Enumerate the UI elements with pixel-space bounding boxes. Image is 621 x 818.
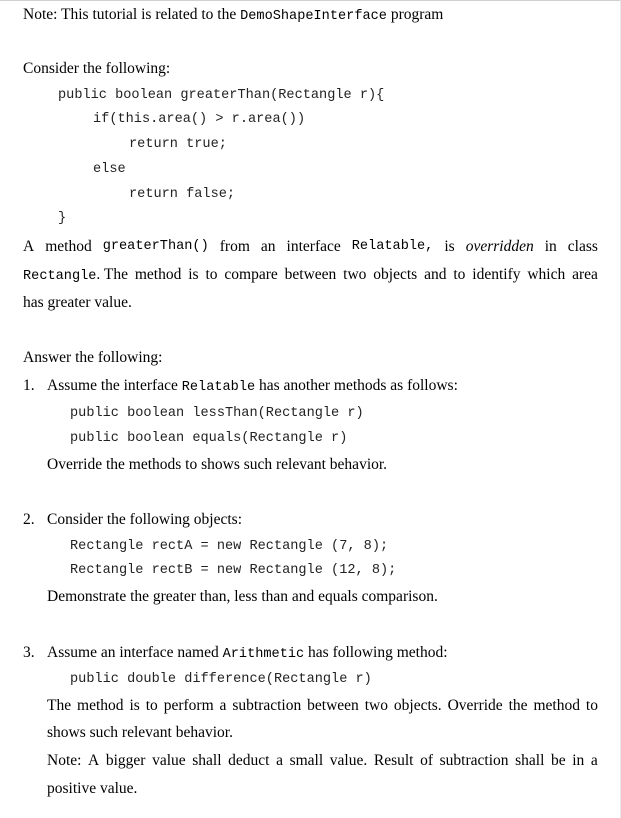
word: bigger: [105, 752, 146, 769]
word: Note:: [47, 752, 82, 769]
q2-number: 2.: [23, 511, 35, 528]
emphasis-word: overridden: [465, 238, 534, 255]
word: two: [343, 266, 367, 283]
word: method: [533, 697, 580, 714]
word: is: [444, 238, 455, 255]
q3-text: Assume an interface named Arithmetic has following method:: [47, 644, 448, 662]
q2-text: Consider the following objects:: [47, 511, 243, 528]
note-prefix: Note: This tutorial is related to the: [23, 6, 241, 23]
word: a: [276, 752, 283, 769]
word: and: [424, 266, 447, 283]
word: is: [129, 697, 140, 714]
word: to: [453, 266, 466, 283]
word: a: [590, 752, 598, 769]
word: value.: [329, 752, 368, 769]
code-line-5: return false;: [129, 187, 236, 202]
word: Override: [447, 697, 503, 714]
q1-number: 1.: [23, 377, 35, 394]
word: to: [585, 697, 598, 714]
word: identify: [472, 266, 521, 283]
q3-description-line-2: shows such relevant behavior.: [47, 724, 233, 741]
code-line-1: public boolean greaterThan(Rectangle r){: [58, 88, 385, 103]
word: method: [77, 697, 124, 714]
q2-code-2: Rectangle rectB = new Rectangle (12, 8);: [70, 563, 397, 578]
q3-description-line-1: [47, 697, 598, 715]
q3-note-line-1: [47, 752, 598, 770]
code-line-3: return true;: [129, 137, 227, 152]
answer-heading: Answer the following:: [23, 349, 163, 366]
description-line-2: [23, 266, 598, 286]
word: shall: [515, 752, 545, 769]
q1-instruction: Override the methods to shows such relevant behavior.: [47, 456, 388, 473]
word: subtraction: [232, 697, 302, 714]
word: A: [88, 752, 100, 769]
word: class: [567, 238, 598, 255]
q2-instruction: Demonstrate the greater than, less than and equals comparison.: [47, 588, 438, 605]
interface-name-code: Relatable,: [351, 239, 434, 254]
word-group: Rectangle. The: [23, 266, 128, 284]
consider-heading: Consider the following:: [23, 60, 171, 77]
q1-code-1: public boolean lessThan(Rectangle r): [70, 406, 364, 421]
word: the: [508, 697, 528, 714]
word: Result: [373, 752, 414, 769]
class-name-code: Rectangle: [23, 269, 97, 284]
word: interface: [286, 238, 341, 255]
word: method: [45, 238, 92, 255]
word: to: [145, 697, 158, 714]
code-line-4: else: [93, 162, 126, 177]
word: from: [219, 238, 250, 255]
word: area: [572, 266, 598, 283]
description-line-3: has greater value.: [23, 294, 132, 311]
word: between: [284, 266, 337, 283]
code-line-2: if(this.area() > r.area()): [93, 112, 306, 127]
q1-interface-code: Relatable: [181, 380, 256, 395]
word: compare: [224, 266, 278, 283]
q3-interface-code: Arithmetic: [222, 647, 305, 662]
word: to: [205, 266, 218, 283]
word: small: [289, 752, 324, 769]
word: of: [420, 752, 434, 769]
q1-code-2: public boolean equals(Rectangle r): [70, 431, 348, 446]
word: a: [219, 697, 227, 714]
word: is: [188, 266, 199, 283]
q2-code-1: Rectangle rectA = new Rectangle (7, 8);: [70, 539, 389, 554]
word: between: [307, 697, 359, 714]
word: The: [47, 697, 72, 714]
word: value: [152, 752, 186, 769]
word: method: [134, 266, 182, 283]
word: an: [260, 238, 276, 255]
word: in: [544, 238, 557, 255]
description-line-1: [23, 238, 598, 256]
word: shall: [192, 752, 222, 769]
note-suffix: program: [386, 6, 444, 23]
word: objects.: [393, 697, 442, 714]
q1-text: Assume the interface Relatable has another methods as follows:: [47, 377, 458, 395]
tutorial-note: [23, 6, 443, 26]
q3-number: 3.: [23, 644, 35, 661]
note-program-name: DemoShapeInterface: [240, 9, 387, 24]
word: perform: [163, 697, 214, 714]
word: subtraction: [439, 752, 509, 769]
word: deduct: [228, 752, 270, 769]
q3-note-line-2: positive value.: [47, 780, 138, 797]
method-name-code: greaterThan(): [102, 239, 209, 254]
word: be: [551, 752, 566, 769]
code-line-6: }: [58, 211, 67, 226]
word: which: [527, 266, 566, 283]
word: objects: [373, 266, 418, 283]
word: two: [364, 697, 388, 714]
word: in: [572, 752, 585, 769]
q3-code-1: public double difference(Rectangle r): [70, 672, 372, 687]
word: A: [23, 238, 35, 255]
top-border: [0, 0, 621, 1]
